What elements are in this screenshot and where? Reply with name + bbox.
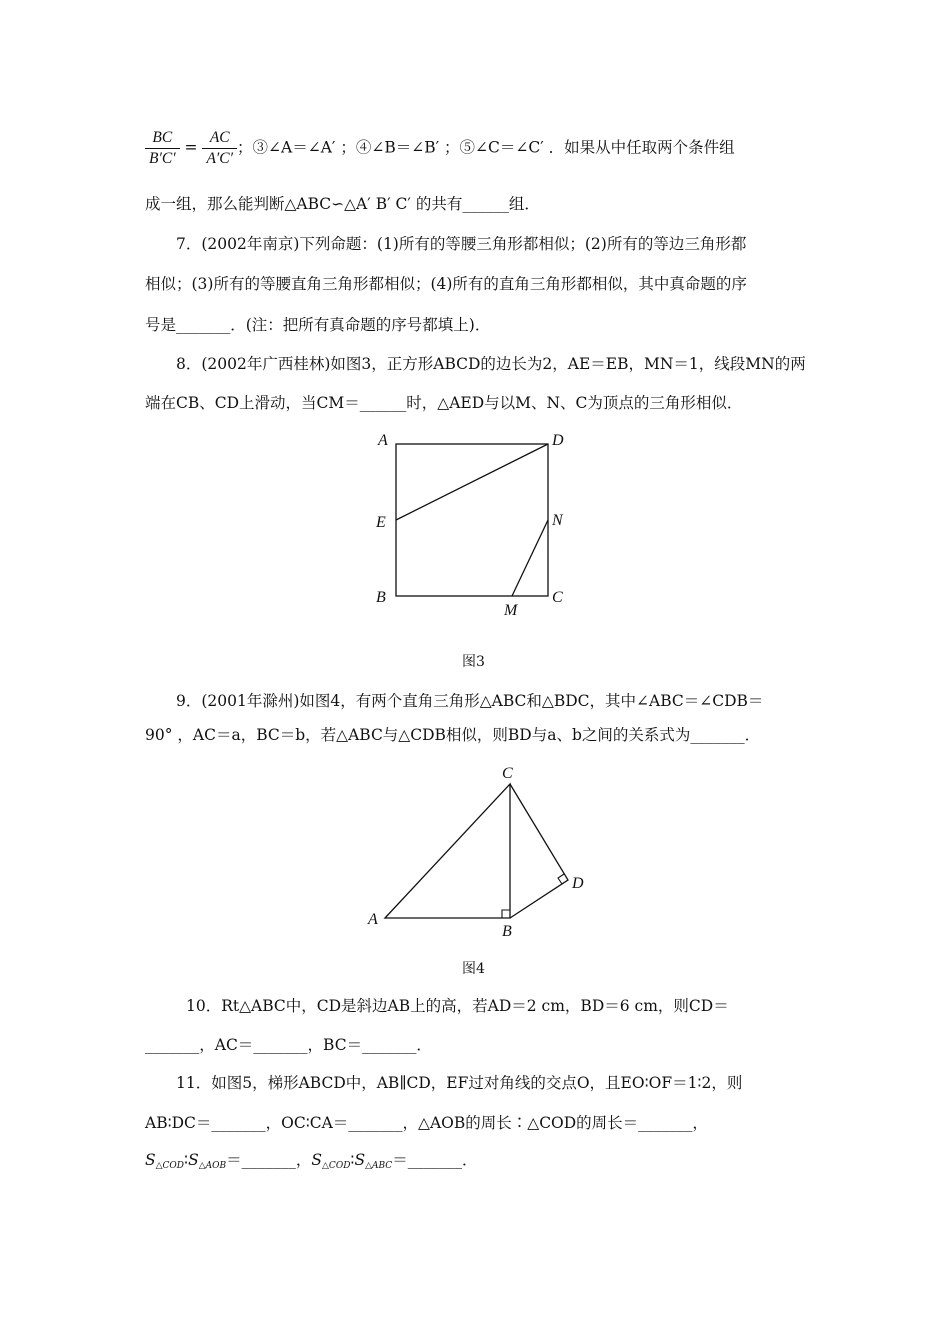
q11-blank-1: ＝_______，: [226, 1151, 312, 1169]
label-e: E: [376, 514, 386, 531]
square-abcd: [396, 444, 548, 596]
area-symbol: S: [145, 1151, 156, 1169]
fraction-numerator: AC: [202, 128, 237, 149]
q11-line-3: [145, 1148, 477, 1171]
q6-conditions-text: ；③∠A＝∠A′ ；④∠B＝∠B′ ；⑤∠C＝∠C′ ．如果从中任取两个条件组: [237, 138, 735, 157]
area-symbol: S: [188, 1151, 199, 1169]
fraction-denominator: B′C′: [149, 150, 176, 167]
fraction-numerator: BC: [145, 128, 180, 149]
label-b: B: [502, 923, 512, 940]
segment-mn: [512, 520, 548, 596]
figure-4-caption: 图4: [462, 961, 485, 977]
ratio-colon: ∶: [184, 1151, 189, 1169]
label-a: A: [368, 911, 378, 928]
area-symbol: S: [311, 1151, 323, 1169]
q11-blank-2: ＝_______．: [392, 1151, 478, 1169]
area-subscript: △COD: [155, 1161, 185, 1171]
q7-line-1: 7．(2002年南京)下列命题：(1)所有的等腰三角形都相似；(2)所有的等边三角形都: [176, 235, 747, 253]
q7-line-2: 相似；(3)所有的等腰直角三角形都相似；(4)所有的直角三角形都相似，其中真命题的序: [145, 275, 747, 293]
label-d: D: [552, 432, 564, 449]
label-n: N: [552, 512, 563, 529]
label-c: C: [552, 589, 563, 606]
q9-line-2: 90° ，AC＝a，BC＝b，若△ABC与△CDB相似，则BD与a、b之间的关系式为_______．: [145, 726, 761, 744]
fraction-bc: [145, 128, 180, 169]
q10-line-1: 10．Rt△ABC中，CD是斜边AB上的高，若AD＝2 cm，BD＝6 cm，则CD＝: [186, 997, 729, 1015]
q8-line-1: 8．(2002年广西桂林)如图3，正方形ABCD的边长为2，AE＝EB，MN＝1，线段MN的两: [176, 355, 806, 373]
equals-sign: =: [179, 138, 203, 157]
area-subscript: △COD: [322, 1161, 351, 1171]
q8-line-2: 端在CB、CD上滑动，当CM＝______时，△AED与以M、N、C为顶点的三角形相似．: [145, 394, 743, 412]
q10-line-2: _______，AC＝_______，BC＝_______．: [145, 1036, 432, 1054]
q7-line-3: 号是_______．(注：把所有真命题的序号都填上)．: [145, 316, 491, 334]
figure-3-caption: 图3: [462, 654, 485, 670]
area-subscript: △ABC: [365, 1161, 393, 1171]
fraction-denominator: A′C′: [206, 150, 234, 167]
q6-line-2: 成一组，那么能判断△ABC∽△A′ B′ C′ 的共有______组．: [145, 195, 540, 213]
label-c: C: [502, 765, 513, 782]
label-d: D: [572, 875, 584, 892]
label-b: B: [376, 589, 386, 606]
q6-condition-line: [145, 128, 735, 169]
figure-3-square-diagram: [360, 425, 580, 620]
triangle-bdc-sides: [510, 784, 568, 918]
ratio-colon: ∶: [350, 1151, 355, 1169]
figure-4-triangle-diagram: [360, 760, 600, 940]
q11-line-1: 11．如图5，梯形ABCD中，AB∥CD，EF过对角线的交点O，且EO∶OF＝1∶2，则: [176, 1074, 743, 1092]
segment-ed: [396, 444, 548, 520]
fraction-ac: [202, 128, 237, 169]
label-a: A: [378, 432, 388, 449]
area-subscript: △AOB: [198, 1161, 227, 1171]
area-symbol: S: [354, 1151, 366, 1169]
q9-line-1: 9．(2001年滁州)如图4，有两个直角三角形△ABC和△BDC，其中∠ABC＝∠CDB＝: [176, 692, 764, 710]
triangle-abc: [385, 784, 510, 918]
label-m: M: [504, 602, 518, 619]
q11-line-2: AB∶DC＝_______，OC∶CA＝_______，△AOB的周长∶△COD的周长＝_______，: [145, 1114, 708, 1132]
right-angle-mark-b: [502, 910, 510, 918]
